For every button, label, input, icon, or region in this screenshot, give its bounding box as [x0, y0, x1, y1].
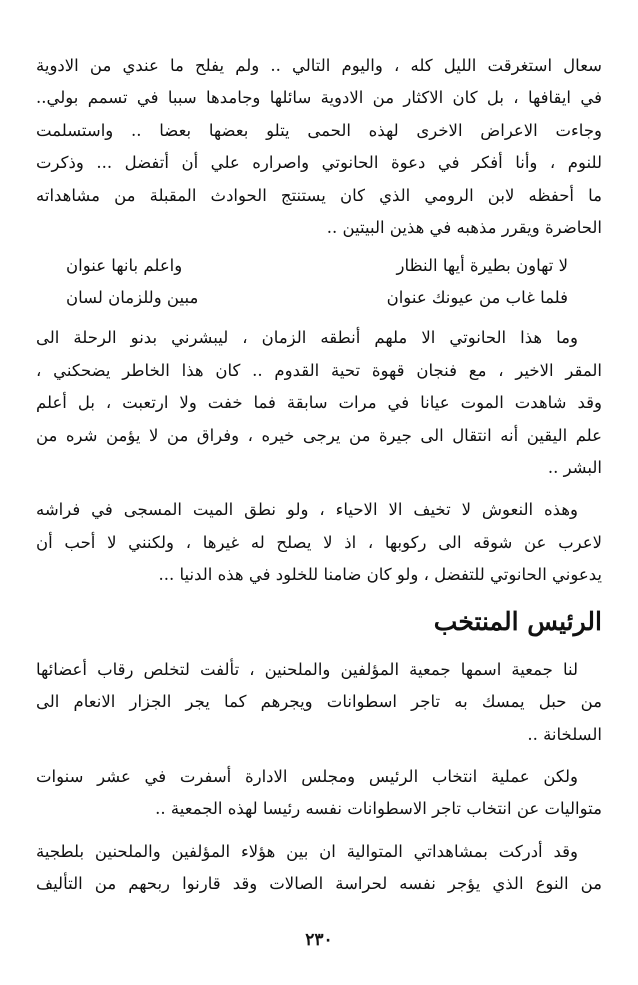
text-line: الحاضرة ويقرر مذهبه في هذين البيتين .. — [326, 218, 602, 238]
poem-verse — [36, 250, 602, 282]
text-line: من حبل يمسك به تاجر اسطوانات ويجرهم كما يجر الجزار الانعام الى — [36, 692, 602, 712]
book-page — [36, 50, 602, 901]
paragraph-thugs — [36, 836, 602, 901]
text-line: سعال استغرقت الليل كله ، واليوم التالي .. ولم يفلح ما عندي من الادوية — [36, 56, 602, 75]
paragraph-cough-night — [36, 50, 602, 244]
paragraph-association — [36, 654, 602, 751]
text-line: وهذه النعوش لا تخيف الا الاحياء ، ولو نطق الميت المسجى في فراشه — [36, 500, 578, 520]
text-line: يدعوني الحانوتي للتفضل ، ولو كان ضامنا للخلود في هذه الدنيا ... — [158, 565, 602, 585]
text-line: علم اليقين أنه انتقال الى جيرة من يرجى خيره ، وفراق من لا يؤمن شره من — [36, 425, 602, 445]
verse-second-hemistich: واعلم بانها عنوان — [66, 256, 183, 276]
verse-second-hemistich: مبين وللزمان لسان — [66, 288, 199, 308]
text-line: البشر .. — [547, 458, 602, 478]
text-line: وقد أدركت بمشاهداتي المتوالية ان بين هؤلاء المؤلفين والملحنين بلطجية — [36, 841, 578, 861]
verse-first-hemistich: لا تهاون بطيرة أيها النظار — [396, 256, 568, 276]
poem-verse — [36, 282, 602, 314]
paragraph-election — [36, 761, 602, 826]
text-line: لاعرب عن شوقه الى ركوبها ، اذ لا يصلح له غيرها ، ولكنني لا أحب أن — [36, 532, 602, 552]
text-line: متواليات عن انتخاب تاجر الاسطوانات نفسه رئيسا لهذه الجمعية .. — [155, 799, 602, 819]
verse-first-hemistich: فلما غاب من عيونك عنوان — [386, 288, 568, 308]
paragraph-undertaker — [36, 322, 602, 484]
paragraph-coffins — [36, 494, 602, 591]
text-line: المقر الاخير ، مع فنجان قهوة تحية القدوم .. كان هذا الخاطر يضحكني ، — [36, 360, 602, 380]
text-line: في ايقافها ، بل كان الاكثار من الادوية سائلها وجامدها سببا في تسمم بولي.. — [36, 88, 602, 108]
text-line: ما أحفظه لابن الرومي الذي كان يستنتج الحوادث المقبلة من مشاهداته — [36, 185, 602, 205]
text-line: السلخانة .. — [527, 724, 602, 744]
poem-verses — [36, 250, 602, 314]
text-line: وما هذا الحانوتي الا ملهم أنطقه الزمان ، ليبشرني بدنو الرحلة الى — [36, 328, 578, 348]
text-line: من النوع الذي يؤجر نفسه لحراسة الصالات وقد قارنوا ربحهم من التأليف — [36, 874, 602, 894]
text-line: للنوم ، وأنا أفكر في دعوة الحانوتي واصراره علي أن أتفضل ... وذكرت — [36, 153, 602, 173]
section-heading: الرئيس المنتخب — [433, 606, 602, 636]
text-line: وجاءت الاعراض الاخرى لهذه الحمى يتلو بعضها بعضا .. واستسلمت — [36, 120, 602, 140]
text-line: لنا جمعية اسمها جمعية المؤلفين والملحنين ، تألفت لتخلص رقاب أعضائها — [36, 659, 578, 679]
text-line: ولكن عملية انتخاب الرئيس ومجلس الادارة أسفرت في عشر سنوات — [36, 766, 578, 786]
page-number: ٢٣٠ — [305, 930, 333, 950]
text-line: وقد شاهدت الموت عيانا في مرات سابقة فما خفت ولا ارتعبت ، بل أعلم — [36, 393, 602, 413]
